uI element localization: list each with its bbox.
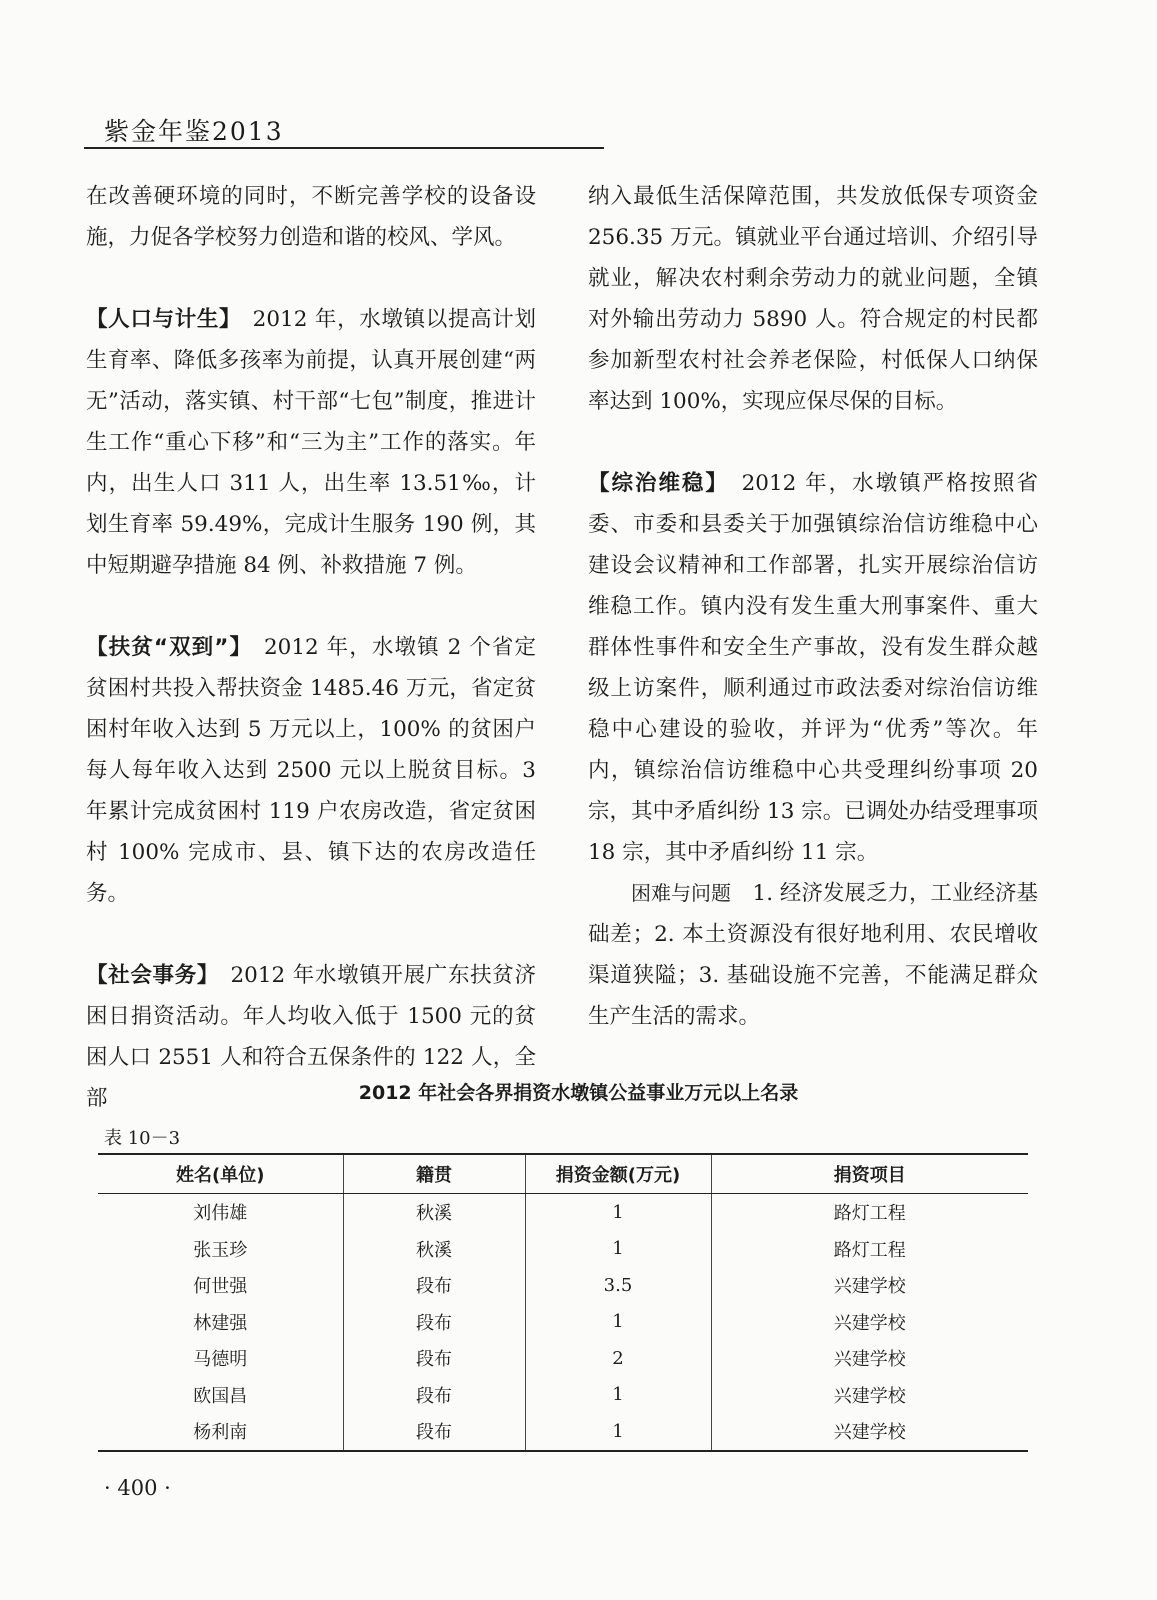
cell-name: 刘伟雄 xyxy=(193,1203,248,1225)
section-heading: 【人口与计生】 xyxy=(86,307,231,332)
cell-name: 马德明 xyxy=(193,1349,248,1371)
cell-project: 路灯工程 xyxy=(711,1194,1028,1231)
section-body: 2012 年，水墩镇 2 个省定贫困村共投入帮扶资金 1485.46 万元，省定贫困村年收入达到 5 万元以上，100% 的贫困户每人每年收入达到 2500 元以上脱贫目标。3 年累计完成贫困村 119 户农房改造，省定贫困村 100% 完成市、县、镇下达的农房改造任务。 xyxy=(86,635,536,906)
table-row xyxy=(98,1267,1028,1304)
cell-amount: 1 xyxy=(525,1231,711,1268)
cell-name: 何世强 xyxy=(193,1276,248,1298)
section-body: 2012 年水墩镇开展广东扶贫济困日捐资活动。年人均收入低于 1500 元的贫困人口 2551 人和符合五保条件的 122 人，全部 xyxy=(86,963,536,1111)
left-column xyxy=(86,176,536,1119)
cell-amount: 1 xyxy=(525,1377,711,1414)
intro-paragraph: 在改善硬环境的同时，不断完善学校的设备设施，力促各学校努力创造和谐的校风、学风。 xyxy=(86,184,536,250)
cell-origin: 秋溪 xyxy=(343,1194,525,1231)
cell-amount: 1 xyxy=(525,1413,711,1451)
cell-origin: 段布 xyxy=(343,1340,525,1377)
table-row xyxy=(98,1304,1028,1341)
table-row xyxy=(98,1340,1028,1377)
cell-project: 兴建学校 xyxy=(711,1340,1028,1377)
table-label: 表 10－3 xyxy=(104,1128,181,1149)
cell-origin: 段布 xyxy=(343,1267,525,1304)
column-header-origin: 籍贯 xyxy=(343,1154,525,1194)
table-row xyxy=(98,1377,1028,1414)
cell-project: 路灯工程 xyxy=(711,1231,1028,1268)
cell-project: 兴建学校 xyxy=(711,1304,1028,1341)
cell-name: 杨利南 xyxy=(98,1413,343,1451)
section-stability xyxy=(588,463,1038,873)
cell-origin: 段布 xyxy=(343,1304,525,1341)
table-title: 2012 年社会各界捐资水墩镇公益事业万元以上名录 xyxy=(358,1082,799,1104)
cell-project: 兴建学校 xyxy=(711,1413,1028,1451)
cell-amount: 1 xyxy=(525,1194,711,1231)
section-population xyxy=(86,299,536,586)
column-header-project: 捐资项目 xyxy=(711,1154,1028,1194)
right-column xyxy=(588,176,1038,1037)
cell-origin: 段布 xyxy=(343,1377,525,1414)
cell-project: 兴建学校 xyxy=(711,1267,1028,1304)
column-header-name: 姓名(单位) xyxy=(98,1154,343,1194)
cell-amount: 3.5 xyxy=(525,1267,711,1304)
table-row xyxy=(98,1231,1028,1268)
section-heading: 【综治维稳】 xyxy=(588,471,719,496)
cell-name: 张玉珍 xyxy=(193,1239,248,1261)
page-number: · 400 · xyxy=(104,1476,171,1500)
section-body: 2012 年，水墩镇严格按照省委、市委和县委关于加强镇综治信访维稳中心建设会议精神和工作部署，扎实开展综治信访维稳工作。镇内没有发生重大刑事案件、重大群体性事件和安全生产事故，没有发生群众越级上访案件，顺利通过市政法委对综治信访维稳中心建设的验收，并评为“优秀”等次。年内，镇综治信访维稳中心共受理纠纷事项 20 宗，其中矛盾纠纷 13 宗。已调处办结受理事项 18 宗，其中矛盾纠纷 11 宗。 xyxy=(588,471,1038,865)
header-rule xyxy=(84,147,604,149)
running-head: 紫金年鉴2013 xyxy=(104,117,284,146)
table-row xyxy=(98,1194,1028,1231)
cell-name: 欧国昌 xyxy=(193,1385,248,1407)
donor-table xyxy=(98,1153,1028,1452)
section-heading: 【扶贫“双到”】 xyxy=(86,635,242,660)
section-body: 2012 年，水墩镇以提高计划生育率、降低多孩率为前提，认真开展创建“两无”活动，落实镇、村干部“七包”制度，推进计生工作“重心下移”和“三为主”工作的落实。年内，出生人口 311 人，出生率 13.51‰，计划生育率 59.49%，完成计生服务 190 例，其中短期避孕措施 84 例、补救措施 7 例。 xyxy=(86,307,536,578)
cell-amount: 1 xyxy=(525,1304,711,1341)
cell-amount: 2 xyxy=(525,1340,711,1377)
cell-origin: 段布 xyxy=(343,1413,525,1451)
issues-paragraph xyxy=(588,873,1038,1037)
section-poverty-relief xyxy=(86,627,536,914)
cell-name: 林建强 xyxy=(193,1312,248,1334)
issues-body: 1. 经济发展乏力，工业经济基础差；2. 本土资源没有很好地利用、农民增收渠道狭隘；3. 基础设施不完善，不能满足群众生产生活的需求。 xyxy=(588,881,1038,1029)
section-heading: 【社会事务】 xyxy=(86,963,209,988)
column-header-amount: 捐资金额(万元) xyxy=(525,1154,711,1194)
table-header-row xyxy=(98,1154,1028,1194)
continuation-paragraph: 纳入最低生活保障范围，共发放低保专项资金 256.35 万元。镇就业平台通过培训、介绍引导就业，解决农村剩余劳动力的就业问题，全镇对外输出劳动力 5890 人。符合规定的村民都参加新型农村社会养老保险，村低保人口纳保率达到 100%，实现应保尽保的目标。 xyxy=(588,184,1038,414)
cell-project: 兴建学校 xyxy=(711,1377,1028,1414)
table-row xyxy=(98,1413,1028,1451)
cell-origin: 秋溪 xyxy=(343,1231,525,1268)
issues-heading: 困难与问题 xyxy=(631,881,732,905)
